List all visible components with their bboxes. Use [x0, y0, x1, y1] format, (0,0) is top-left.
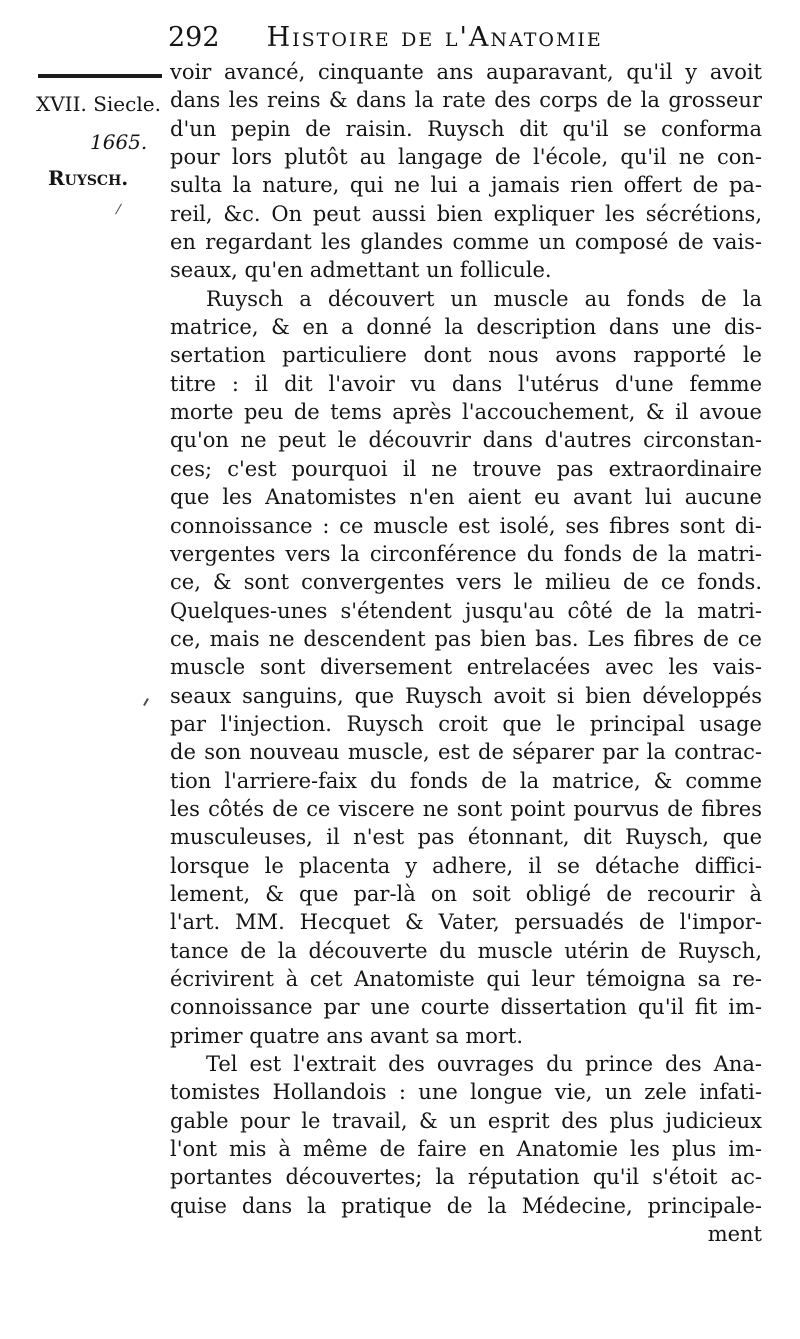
text-line: titre : il dit l'avoir vu dans l'utérus d'une femme [170, 371, 762, 396]
text-line: primer quatre ans avant sa mort. [170, 1023, 524, 1048]
text-line: en regardant les glandes comme un composé de vais- [170, 230, 762, 255]
text-line: quise dans la pratique de la Médecine, principale- [170, 1193, 762, 1218]
text-line: que les Anatomistes n'en aient eu avant lui aucune [170, 485, 762, 510]
text-line: sertation particuliere dont nous avons rapporté le [170, 343, 762, 368]
margin-year-note: 1665. [90, 130, 148, 154]
text-line: tion l'arriere-faix du fonds de la matrice, & comme [170, 768, 762, 793]
text-line: musculeuses, il n'est pas étonnant, dit Ruysch, que [170, 825, 762, 850]
catchword: ment [707, 1222, 762, 1247]
text-line: ce, & sont convergentes vers le milieu de ce fonds. [170, 570, 762, 595]
text-line: seaux, qu'en admettant un follicule. [170, 258, 552, 283]
text-line: les côtés de ce viscere ne sont point pourvus de fibres [170, 796, 762, 821]
text-line: lorsque le placenta y adhere, il se détache diffici- [170, 853, 762, 878]
running-header [168, 20, 768, 56]
text-line: matrice, & en a donné la description dans une dis- [170, 315, 762, 340]
text-line: muscle sont diversement entrelacées avec les vais- [170, 655, 762, 680]
text-line: ces; c'est pourquoi il ne trouve pas extraordinaire [170, 456, 762, 481]
text-line: l'ont mis à même de faire en Anatomie les plus im- [170, 1137, 762, 1162]
text-line: ce, mais ne descendent pas bien bas. Les fibres de ce [170, 626, 762, 651]
ink-speck [115, 204, 122, 215]
text-line: seaux sanguins, que Ruysch avoit si bien développés [170, 683, 762, 708]
text-line: tomistes Hollandois : une longue vie, un zele infati- [170, 1080, 762, 1105]
text-line: Quelques-unes s'étendent jusqu'au côté de la matri- [170, 598, 762, 623]
text-line: l'art. MM. Hecquet & Vater, persuadés de l'impor- [170, 910, 762, 935]
text-line: écrivirent à cet Anatomiste qui leur témoigna sa re- [170, 967, 762, 991]
text-line: voir avancé, cinquante ans auparavant, qu'il y avoit [170, 60, 762, 84]
text-line: morte peu de tems après l'accouchement, & il avoue [170, 400, 762, 425]
text-line: d'un pepin de raisin. Ruysch dit qu'il se conforma [170, 116, 762, 141]
text-line: sulta la nature, qui ne lui a jamais rien offert de pa- [170, 173, 762, 198]
text-line: qu'on ne peut le découvrir dans d'autres circonstan- [170, 428, 762, 453]
text-line: connoissance par une courte dissertation qu'il fit im- [170, 995, 762, 1020]
text-line: Tel est l'extrait des ouvrages du prince des Ana- [206, 1052, 762, 1077]
text-line: Ruysch a découvert un muscle au fonds de la [206, 286, 762, 311]
text-line: tance de la découverte du muscle utérin de Ruysch, [170, 938, 762, 963]
text-line: connoissance : ce muscle est isolé, ses fibres sont di- [170, 513, 762, 538]
text-line: par l'injection. Ruysch croit que le principal usage [170, 711, 762, 736]
running-title: Histoire de l'Anatomie [266, 22, 603, 53]
text-line: gable pour le travail, & un esprit des plus judicieux [170, 1108, 762, 1133]
text-line: reil, &c. On peut aussi bien expliquer les sécrétions, [170, 201, 762, 226]
margin-name-note: Ruysch. [48, 166, 129, 190]
text-line: vergentes vers la circonférence du fonds de la matri- [170, 541, 762, 566]
text-line: portantes découvertes; la réputation qu'il s'étoit ac- [170, 1165, 762, 1190]
ink-speck [143, 698, 149, 706]
margin-rule [38, 74, 162, 78]
text-line: lement, & que par-là on soit obligé de recourir à [170, 881, 762, 906]
text-line: dans les reins & dans la rate des corps de la grosseur [170, 88, 762, 113]
body-text [170, 58, 762, 1248]
margin-century-note: XVII. Siecle. [36, 92, 161, 116]
page-number: 292 [168, 22, 220, 53]
text-line: de son nouveau muscle, est de séparer par la contrac- [170, 740, 762, 765]
text-line: pour lors plutôt au langage de l'école, qu'il ne con- [170, 145, 762, 170]
